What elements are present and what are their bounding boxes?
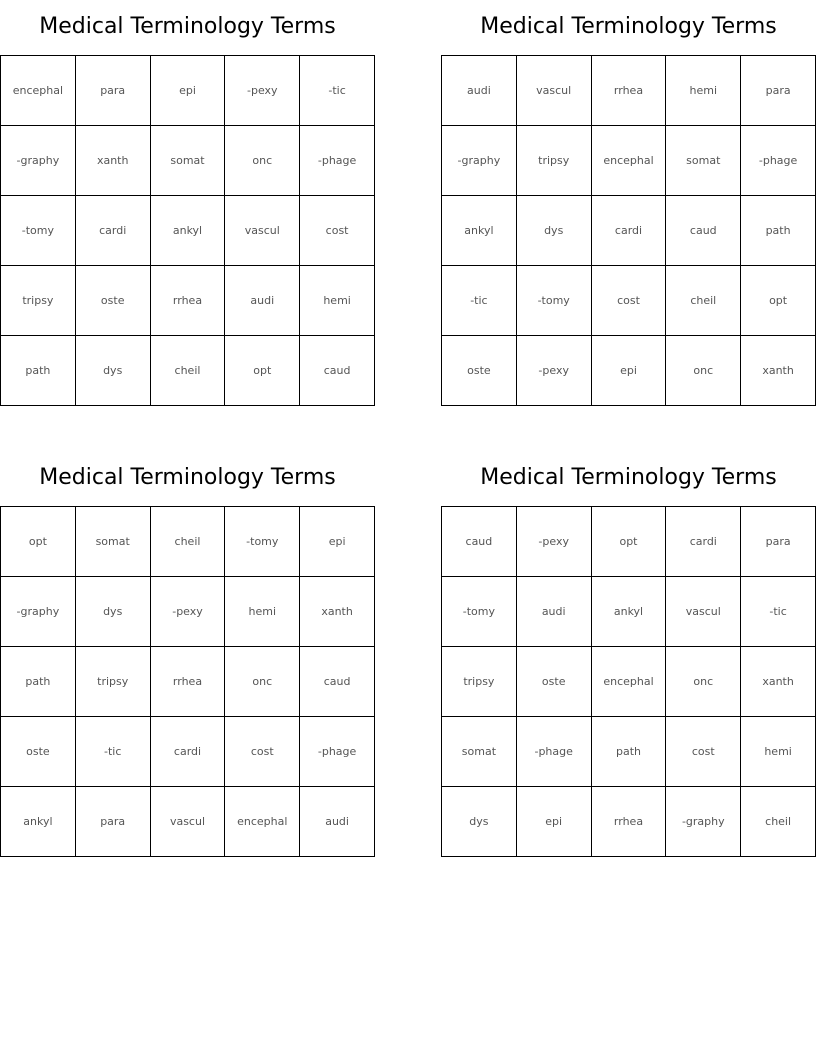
- term-cell: rrhea: [151, 266, 226, 336]
- term-cell: cheil: [666, 266, 741, 336]
- term-cell: epi: [517, 787, 592, 857]
- term-cell: dys: [76, 336, 151, 406]
- term-cell: path: [1, 336, 76, 406]
- term-cell: audi: [517, 577, 592, 647]
- term-cell: cost: [300, 196, 375, 266]
- term-cell: -graphy: [1, 577, 76, 647]
- term-cell: opt: [592, 507, 667, 577]
- term-cell: ankyl: [151, 196, 226, 266]
- term-cell: vascul: [151, 787, 226, 857]
- term-cell: -tic: [442, 266, 517, 336]
- term-cell: hemi: [666, 56, 741, 126]
- term-cell: somat: [151, 126, 226, 196]
- term-cell: -tomy: [1, 196, 76, 266]
- term-cell: caud: [300, 336, 375, 406]
- term-cell: para: [741, 56, 816, 126]
- term-cell: path: [741, 196, 816, 266]
- term-cell: para: [76, 56, 151, 126]
- term-cell: tripsy: [517, 126, 592, 196]
- term-cell: rrhea: [151, 647, 226, 717]
- term-cell: cardi: [76, 196, 151, 266]
- term-cell: somat: [666, 126, 741, 196]
- term-cell: audi: [442, 56, 517, 126]
- term-cell: -tic: [76, 717, 151, 787]
- term-grid: [441, 506, 816, 857]
- term-cell: audi: [300, 787, 375, 857]
- term-cell: cost: [592, 266, 667, 336]
- term-cell: encephal: [592, 647, 667, 717]
- term-cell: opt: [1, 507, 76, 577]
- term-cell: -tomy: [225, 507, 300, 577]
- term-cell: caud: [666, 196, 741, 266]
- term-cell: encephal: [1, 56, 76, 126]
- term-grid: [0, 55, 375, 406]
- term-cell: vascul: [225, 196, 300, 266]
- term-cell: encephal: [225, 787, 300, 857]
- term-cell: cardi: [151, 717, 226, 787]
- term-cell: somat: [442, 717, 517, 787]
- term-cell: rrhea: [592, 56, 667, 126]
- term-cell: cheil: [151, 336, 226, 406]
- term-cell: audi: [225, 266, 300, 336]
- term-cell: caud: [300, 647, 375, 717]
- term-cell: -tomy: [442, 577, 517, 647]
- term-cell: hemi: [225, 577, 300, 647]
- term-cell: xanth: [741, 647, 816, 717]
- term-cell: tripsy: [1, 266, 76, 336]
- card-title: Medical Terminology Terms: [39, 465, 336, 490]
- card-title: Medical Terminology Terms: [39, 14, 336, 39]
- term-cell: encephal: [592, 126, 667, 196]
- term-cell: -graphy: [1, 126, 76, 196]
- term-cell: onc: [225, 126, 300, 196]
- term-cell: hemi: [741, 717, 816, 787]
- term-cell: xanth: [741, 336, 816, 406]
- card-title: Medical Terminology Terms: [480, 465, 777, 490]
- term-cell: -pexy: [517, 336, 592, 406]
- term-grid: [441, 55, 816, 406]
- card-title: Medical Terminology Terms: [480, 14, 777, 39]
- term-cell: path: [592, 717, 667, 787]
- term-cell: oste: [76, 266, 151, 336]
- term-cell: cheil: [151, 507, 226, 577]
- term-cell: tripsy: [76, 647, 151, 717]
- term-cell: -graphy: [442, 126, 517, 196]
- term-cell: hemi: [300, 266, 375, 336]
- term-cell: dys: [76, 577, 151, 647]
- term-cell: cardi: [666, 507, 741, 577]
- term-cell: ankyl: [592, 577, 667, 647]
- term-cell: -tomy: [517, 266, 592, 336]
- term-cell: oste: [517, 647, 592, 717]
- term-cell: onc: [666, 336, 741, 406]
- term-cell: cardi: [592, 196, 667, 266]
- term-cell: xanth: [300, 577, 375, 647]
- term-cell: onc: [225, 647, 300, 717]
- term-cell: -phage: [300, 717, 375, 787]
- term-cell: dys: [442, 787, 517, 857]
- term-cell: oste: [442, 336, 517, 406]
- term-cell: -tic: [741, 577, 816, 647]
- term-cell: opt: [225, 336, 300, 406]
- term-cell: para: [76, 787, 151, 857]
- term-cell: rrhea: [592, 787, 667, 857]
- term-cell: ankyl: [1, 787, 76, 857]
- term-cell: vascul: [517, 56, 592, 126]
- term-cell: -phage: [741, 126, 816, 196]
- term-cell: -pexy: [151, 577, 226, 647]
- term-cell: oste: [1, 717, 76, 787]
- term-cell: tripsy: [442, 647, 517, 717]
- term-cell: epi: [300, 507, 375, 577]
- term-cell: -pexy: [517, 507, 592, 577]
- term-cell: vascul: [666, 577, 741, 647]
- term-cell: cost: [225, 717, 300, 787]
- term-cell: caud: [442, 507, 517, 577]
- term-cell: -graphy: [666, 787, 741, 857]
- term-cell: cheil: [741, 787, 816, 857]
- term-cell: somat: [76, 507, 151, 577]
- term-cell: -phage: [517, 717, 592, 787]
- term-grid: [0, 506, 375, 857]
- term-cell: opt: [741, 266, 816, 336]
- term-cell: path: [1, 647, 76, 717]
- term-cell: -phage: [300, 126, 375, 196]
- term-cell: ankyl: [442, 196, 517, 266]
- term-cell: para: [741, 507, 816, 577]
- term-cell: epi: [592, 336, 667, 406]
- term-cell: cost: [666, 717, 741, 787]
- term-cell: onc: [666, 647, 741, 717]
- term-cell: dys: [517, 196, 592, 266]
- term-cell: xanth: [76, 126, 151, 196]
- term-cell: epi: [151, 56, 226, 126]
- term-cell: -pexy: [225, 56, 300, 126]
- term-cell: -tic: [300, 56, 375, 126]
